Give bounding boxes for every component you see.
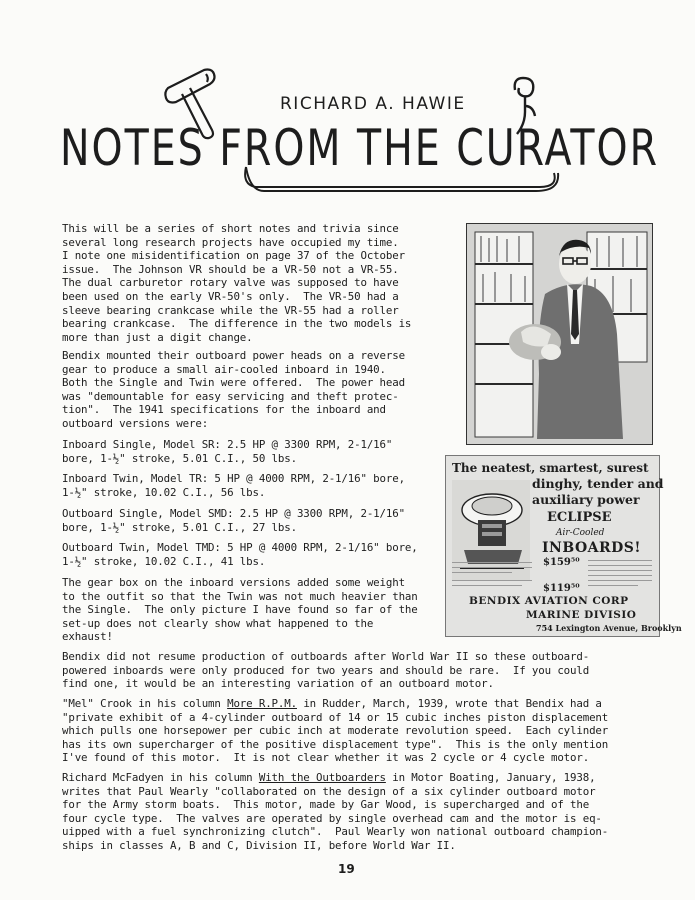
ad-fine-print-line	[588, 560, 652, 561]
column-title-with-the-outboarders: With the Outboarders	[258, 771, 386, 784]
ad-fine-print-line	[452, 567, 532, 568]
ad-fine-print-line	[588, 575, 652, 576]
paragraph-gear-box: The gear box on the inboard versions added some weight to the outfit so that the Twin was not much heavier than the Single. The only picture I have found so far of the set-up does not clearly show what happened to the exhaust!	[62, 576, 418, 644]
page-number: 19	[338, 862, 355, 876]
spec-inboard-twin: Inboard Twin, Model TR: 5 HP @ 4000 RPM, 2-1/16" bore, 1-½" stroke, 10.02 C.I., 56 lbs.	[62, 472, 405, 499]
ad-fine-print-line	[452, 580, 532, 581]
ad-fine-print-line	[452, 585, 522, 586]
text-segment: Richard McFadyen in his column	[62, 771, 259, 784]
paragraph-bendix-postwar: Bendix did not resume production of outboards after World War II so these outboard- powered inboards were only produced for two years and should be rare. If you could find one, it would be an interesting variation of an outboard motor.	[62, 650, 590, 691]
ad-fine-print-line	[588, 565, 652, 566]
text-segment: in Rudder, March, 1939, wrote that Bendix had a "private exhibit of a 4-cylinder outboard of 14 or 15 cubic inches piston displacement which pulls one horsepower per cubic inch at moderate revolution speed. Each cylinder has its own supercharger of the positive displacement type". This is the only mention I've found of this motor. It is not clear whether it was 2 cycle or 4 cycle motor.	[62, 697, 609, 765]
ad-headline-line-1: The neatest, smartest, surest	[452, 461, 649, 475]
title-underline-decoration	[240, 165, 570, 205]
ad-price-single: $159⁵⁰	[543, 557, 580, 568]
ad-product-name: INBOARDS!	[542, 540, 642, 556]
ad-headline-line-3: auxiliary power	[532, 492, 640, 507]
column-title-more-rpm: More R.P.M.	[227, 697, 297, 710]
ad-headline-line-2: dinghy, tender and	[532, 476, 664, 491]
paragraph-mel-crook	[62, 697, 608, 765]
spec-inboard-single: Inboard Single, Model SR: 2.5 HP @ 3300 RPM, 2-1/16" bore, 1-½" stroke, 5.01 C.I., 50 lbs.	[62, 438, 393, 465]
ad-brand-subtitle: Air-Cooled	[556, 528, 605, 538]
curator-photo	[466, 223, 653, 445]
inboard-motor-illustration	[452, 480, 530, 580]
author-byline: RICHARD A. HAWIE	[280, 94, 466, 114]
ad-fine-print-line	[588, 580, 652, 581]
spec-outboard-twin: Outboard Twin, Model TMD: 5 HP @ 4000 RPM, 2-1/16" bore, 1-½" stroke, 10.02 C.I., 41 lbs.	[62, 541, 418, 568]
ad-company-name: BENDIX AVIATION CORP	[469, 595, 629, 607]
ad-fine-print-line	[452, 572, 512, 573]
eclipse-inboard-advertisement	[445, 455, 682, 637]
paragraph-mcfadyen	[62, 771, 608, 853]
ad-price-twin: $119⁵⁰	[543, 583, 580, 594]
page-title: NOTES FROM THE CURATOR	[60, 119, 660, 177]
ad-company-division: MARINE DIVISIO	[526, 609, 637, 621]
ad-company-address: 754 Lexington Avenue, Brooklyn	[536, 623, 682, 633]
text-segment: "Mel" Crook in his column	[62, 697, 228, 710]
ad-fine-print-line	[588, 570, 652, 571]
ad-brand-name: ECLIPSE	[547, 510, 612, 525]
ad-fine-print-line	[588, 585, 638, 586]
paragraph-bendix-intro: Bendix mounted their outboard power heads on a reverse gear to produce a small air-cooled inboard in 1940. Both the Single and Twin were offered. The power head was "demountable for easy servicing and theft protec- tion". The 1941 specifications for the inboard and outboard versions were:	[62, 349, 405, 430]
text-segment: in Motor Boating, January, 1938, writes that Paul Wearly "collaborated on the design of a six cylinder outboard motor for the Army storm boats. This motor, made by Gar Wood, is supercharged and of the four cycle type. The valves are operated by single overhead cam and the motor is eq- uipped with a fuel synchronizing clutch". Paul Wearly won national outboard champion- ships in classes A, B and C, Division II, before World War II.	[62, 771, 609, 852]
curator-photo-illustration	[467, 224, 652, 444]
spec-outboard-single: Outboard Single, Model SMD: 2.5 HP @ 3300 RPM, 2-1/16" bore, 1-½" stroke, 5.01 C.I., 27 lbs.	[62, 507, 405, 534]
article-header	[0, 0, 695, 205]
paragraph-johnson-vr: This will be a series of short notes and trivia since several long research projects have occupied my time. I note one misidentification on page 37 of the October issue. The Johnson VR should be a VR-50 not a VR-55. The dual carburetor rotary valve was supposed to have been used on the early VR-50's only. The VR-50 had a sleeve bearing crankcase while the VR-55 had a roller bearing crankcase. The difference in the two models is more than just a digit change.	[62, 222, 412, 344]
ad-fine-print-line	[452, 562, 532, 563]
